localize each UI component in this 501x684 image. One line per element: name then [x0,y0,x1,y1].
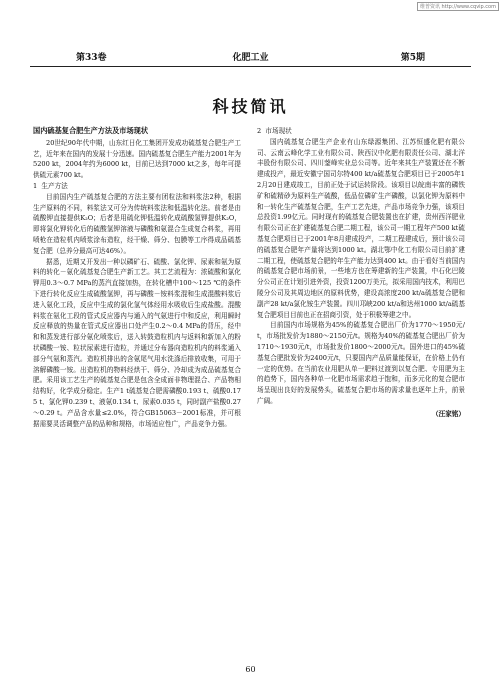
header-journal: 化肥工业 [232,53,269,63]
right-column [257,126,465,666]
section-heading [257,126,465,137]
running-header [30,50,471,64]
paragraph: 国内硫基复合肥生产企业有山东绿源集团、江苏恒盛化肥有限公司、云南云峰化学工业有限公司、陕西汉中化肥有限责任公司、湖北洋丰股份有限公司、四川蓥峰实业总公司等。近年来其生产装置还在不断建成投产，最近安徽宁国司尔特400 kt/a硫基复合肥项目已于2005年12月20日建成竣工，目前正处于试运转阶段。该项目以皖南丰富的磷铁矿和硫精砂为原料生产硫酸，低品位磷矿生产磷酸，以氯化钾为原料中和一转化生产硫基复合肥，生产工艺先进，产品市场竞争力强，该项目总投资1.99亿元。同时现有的硫基复合肥装置也在扩建，贵州西洋肥业有限公司正在扩建硫基复合肥二期工程，该公司一期工程年产500 kt硫基复合肥项目已于2001年8月建成投产，二期工程建成后，预计该公司的硫基复合肥年产量将达到1000 kt。湖北鄂中化工有限公司目前扩建二期工程，使硫基复合肥的年生产能力达到400 kt。由于看好当前国内的硫基复合肥市场前景，一些地方也在筹建新的生产装置，中石化巴陵分公司正在计划引进外资，投资1200万美元，拟采用国内技术，利用巴陵分公司及其周边地区的原料优势，建设高浓度200 kt/a硫基复合肥和副产28 kt/a氯化铵生产装置。四川邛峡200 kt/a和达州1000 kt/a硫基复合肥项目目前也正在招商引资，处于积极筹建之中。 [257,137,465,319]
column-title: 科技简讯 [212,97,289,116]
section-number: 2 [257,127,262,135]
section-heading [33,181,241,192]
section-label: 市场现状 [265,127,292,135]
paragraph: 目前国内市场规格为45%的硫基复合肥出厂价为1770～1950元/t，市场批发价为1880～2150元/t。规格为40%的硫基复合肥出厂价为1710～1930元/t，市场批发价1800～2000元/t。国外进口的45%硫基复合肥批发价为2400元/t，只要国内产品质量能保证，在价格上仍有一定的优势。在当前农业用肥从单一肥料过渡到以复合肥、专用肥为主的趋势下，国内各种单一化肥市场需求趋于饱和，而多元化的复合肥市场呈现出良好的发展势头，硫基复合肥市场的需求量也逐年上升，前景广阔。 [257,321,465,405]
section-label: 生产方法 [41,181,68,190]
header-volume: 第33卷 [76,53,107,63]
header-rule [30,66,471,67]
page-number: 60 [245,665,256,674]
watermark-stamp: 维普资讯 http://www.cqvip.com [417,2,499,11]
author-signature: （汪家铭） [432,409,465,418]
paragraph: 目前国内生产硫基复合肥的方法主要有团粒法和料浆法2种，根据生产原料的不同，料浆法又可分为传统料浆法和低温转化法。前者是由硫酸钾直接提供K₂O；后者是用硫化钾低温转化成硫酸氢钾提供K₂O，即将氯化钾转化后的硫酸氢钾溶液与磷酸和氨混合生成复合料浆，再用喷枪在造粒机内喷浆涂布造粒，经干燥、筛分、包膜等工序得成品硫基复合肥（总养分最高可达46%）。 [33,192,241,255]
header-issue: 第5期 [400,53,425,63]
left-column [33,126,241,666]
article-title: 国内硫基复合肥生产方法及市场现状 [33,126,149,135]
paragraph: 据悉，近期又开发出一种以磷矿石、硫酸、氯化钾、尿素和氨为原料的转化－氨化硫基复合肥生产新工艺。其工艺流程为：浓硫酸和氯化钾用0.3～0.7 MPa的蒸汽直接加热，在转化槽中100～125 ℃的条件下进行转化反应生成硫酸氢钾，再与磷酸－铵料浆混和生成混酸料浆后进入氨化工段，反应中生成的氯化氢气体经用水吸收后生成盐酸。混酸料浆在氨化工段的管式反应器内与通入的气氨进行中和反应，利用瞬时反应释放的热量在管式反应器出口处产生0.2～0.4 MPa的背压，经中和和蒸发进行部分氨化喷浆后，送入转鼓造粒机内与返料和新加入的粉状磷酸一铵、粒状尿素进行造粒，并通过分布器向造粒机内的料浆通入部分气氨和蒸汽。造粒机排出的含氨尾气用水洗涤后排放收集，可用于溶解磷酸一铵。出造粒机的物料经烘干、筛分、冷却成为成品硫基复合肥。采用该工艺生产的硫基复合肥是包含全成面非物理混合、产品物相结构好，化学成分稳定。生产1 t硫基复合肥需磷酸0.193 t、硫酸0.175 t、氯化钾0.239 t、液氨0.134 t、尿素0.035 t，同时副产盐酸0.27～0.29 t。产品含水量≤2.0%，符合GB15063－2001标准，并可根据需要灵活调整产品的品种和规格，市场适应性广，产品竞争力强。 [33,257,241,428]
section-number: 1 [33,181,38,190]
paragraph: 20世纪90年代中期，山东红日化工集团开发成功硫基复合肥生产工艺，近年来在国内的发展十分迅速。国内硫基复合肥生产能力2001年为5200 kt，2004年约为6000 kt，目前已达到7000 kt之多，每年可提供硫元素700 kt。 [33,138,241,180]
